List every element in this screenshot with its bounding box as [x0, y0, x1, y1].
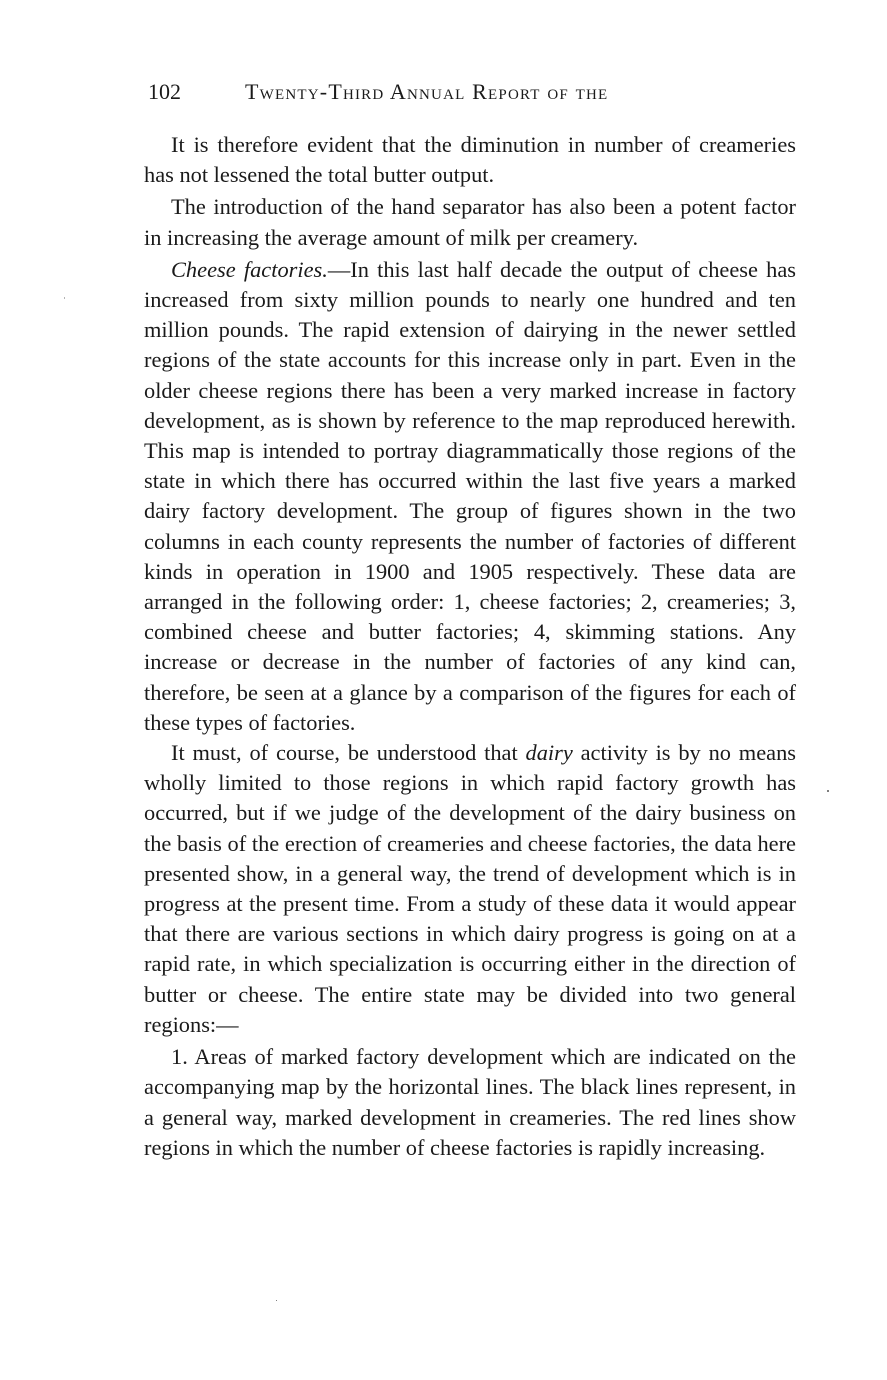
paragraph-butter-output: [144, 130, 796, 190]
paragraph-factory-areas: [144, 1042, 796, 1163]
paragraph-text: The introduction of the hand separator has also been a potent factor in increasing the average amount of milk per creamery.: [144, 194, 796, 250]
paragraph-dairy-activity: [144, 738, 796, 1040]
paper-speck: [276, 1300, 277, 1301]
paragraph-text-after: activity is by no means wholly limited to those regions in which rapid factory growth has occurred, but if we judge of the development of the dairy business on the basis of the erection of creameries and cheese factories, the data here presented show, in a general way, the trend of development which is in progress at the present time. From a study of these data it would appear that there are various sections in which dairy progress is going on at a rapid rate, in which specialization is occurring either in the direction of butter or cheese. The entire state may be divided into two general regions:—: [144, 740, 796, 1037]
italic-word: dairy: [525, 740, 573, 766]
page-header: [148, 76, 748, 108]
paragraph-text: It is therefore evident that the diminution in number of creameries has not lessened the total butter output.: [144, 132, 796, 188]
paragraph-text: —In this last half decade the output of cheese has increased from sixty million pounds to nearly one hundred and ten million pounds. The rapid extension of dairying in the newer settled regions of the state accounts for this increase only in part. Even in the older cheese regions there has been a very marked increase in factory development, as is shown by reference to the map reproduced herewith. This map is intended to portray diagrammatically those regions of the state in which there has occurred within the last five years a marked dairy factory development. The group of figures shown in the two columns in each county represents the number of factories of different kinds in operation in 1900 and 1905 respectively. These data are arranged in the following order: 1, cheese factories; 2, creameries; 3, combined cheese and butter factories; 4, skimming stations. Any increase or decrease in the number of factories of any kind can, therefore, be seen at a glance by a comparison of the figures for each of these types of factories.: [144, 256, 796, 735]
paper-speck: [64, 297, 65, 299]
paragraph-text: 1. Areas of marked factory development which are indicated on the accompanying map by the horizontal lines. The black lines represent, in a general way, marked development in creameries. The red lines show regions in which the number of cheese factories is rapidly increasing.: [144, 1044, 796, 1160]
running-title: Twenty-Third Annual Report of the: [245, 79, 609, 104]
section-heading-italic: Cheese factories.: [171, 256, 328, 282]
paragraph-hand-separator: [144, 192, 796, 252]
body-text: [144, 130, 796, 1165]
paper-speck: [827, 790, 829, 792]
page-number: 102: [148, 79, 181, 104]
paragraph-text-before: It must, of course, be understood that: [171, 740, 526, 766]
paragraph-cheese-factories: [144, 255, 796, 738]
